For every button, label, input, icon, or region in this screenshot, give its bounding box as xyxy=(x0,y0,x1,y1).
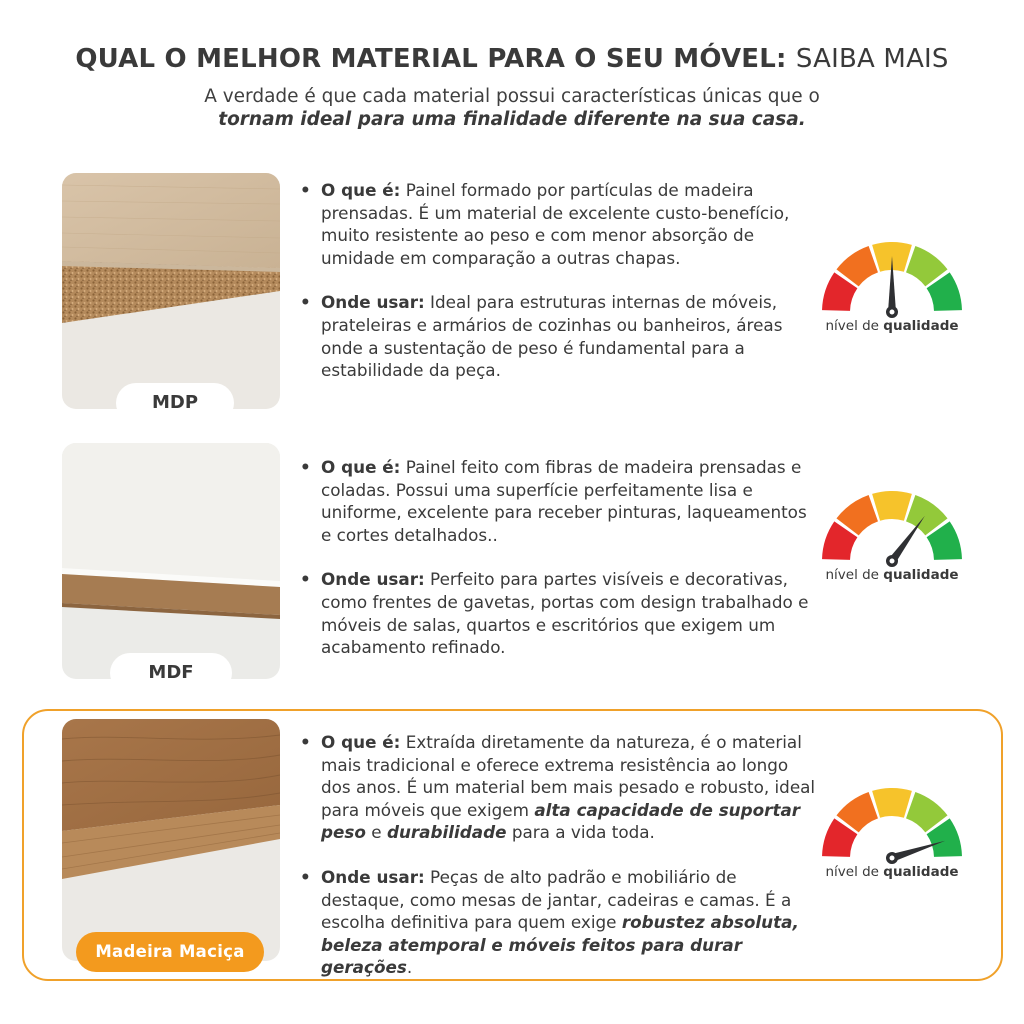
subtitle-line-1: A verdade é que cada material possui características únicas que o xyxy=(204,86,820,107)
mdf-where-bullet xyxy=(300,568,820,658)
mdf-quality-gauge xyxy=(817,489,967,599)
gauge-dial-icon xyxy=(817,786,967,864)
mdf-what-bullet xyxy=(300,456,820,546)
title-light: SAIBA MAIS xyxy=(795,44,949,74)
solid-wood-where-text: Peças de alto padrão e mobiliário de destaque, como mesas de jantar, cadeiras e camas. É a escolha definitiva para quem exige xyxy=(321,866,792,933)
mdp-where-label: Onde usar: xyxy=(321,292,425,313)
gauge-hub-center xyxy=(890,856,895,861)
gauge-caption: nível de qualidade xyxy=(825,318,959,334)
mdp-what-label: O que é: xyxy=(321,180,401,200)
mdp-label: MDP xyxy=(116,383,234,423)
mdp-where-bullet xyxy=(300,291,820,381)
gauge-dial-icon xyxy=(817,240,967,318)
solid-wood-what-text: Extraída diretamente da natureza, é o material mais tradicional e oferece extrema resistência ao longo dos anos. É um material bem mais pesado e robusto, ideal para móveis que exigem xyxy=(321,732,816,820)
mdf-where-text: Perfeito para partes visíveis e decorativas, como frentes de gavetas, portas com design trabalhado e móveis de salas, quartos e escritórios que exigem um acabamento refinado. xyxy=(321,569,809,658)
solid-wood-where-emphasis: robustez absoluta, beleza atemporal e móveis feitos para durar gerações xyxy=(321,912,799,978)
mdf-board-photo xyxy=(62,443,280,679)
subtitle-line-2: tornam ideal para uma finalidade diferente na sua casa. xyxy=(218,109,806,130)
mdp-where-text: Ideal para estruturas internas de móveis, prateleiras e armários de cozinhas ou banheiros, áreas onde a sustentação de peso é fundamental para a estabilidade da peça. xyxy=(321,292,783,381)
mdp-quality-gauge xyxy=(817,240,967,350)
mdf-label: MDF xyxy=(110,653,232,693)
title-bold: QUAL O MELHOR MATERIAL PARA O SEU MÓVEL: xyxy=(75,44,787,74)
mdf-what-text: Painel feito com fibras de madeira prensadas e coladas. Possui uma superfície perfeitamente lisa e uniforme, excelente para receber pinturas, laqueamentos e cortes detalhados.. xyxy=(321,457,807,545)
gauge-segment xyxy=(872,491,912,521)
mdp-board-photo xyxy=(62,173,280,409)
solid-wood-what-text-3: para a vida toda. xyxy=(511,822,655,843)
gauge-hub-center xyxy=(890,310,895,315)
solid-wood-label: Madeira Maciça xyxy=(76,932,264,972)
solid-wood-what-bullet xyxy=(300,731,820,844)
solid-wood-where-label: Onde usar: xyxy=(321,866,425,887)
gauge-caption: nível de qualidade xyxy=(825,864,959,880)
mdp-what-bullet xyxy=(300,179,820,269)
mdp-what-text: Painel formado por partículas de madeira prensadas. É um material de excelente custo-benefício, muito resistente ao peso e com menor absorção de umidade em comparação a outras chapas. xyxy=(321,180,790,268)
solid-wood-where-bullet xyxy=(300,866,820,979)
gauge-hub-center xyxy=(890,559,895,564)
mdf-where-label: Onde usar: xyxy=(321,569,425,590)
gauge-caption: nível de qualidade xyxy=(825,567,959,583)
solid-wood-what-emphasis: alta capacidade de suportar peso xyxy=(321,799,801,843)
mdf-what-label: O que é: xyxy=(321,457,401,477)
solid-wood-quality-gauge xyxy=(817,786,967,896)
solid-wood-board-photo xyxy=(62,719,280,961)
solid-wood-description xyxy=(300,731,820,979)
mdf-description xyxy=(300,456,820,659)
gauge-dial-icon xyxy=(817,489,967,567)
page-title xyxy=(0,44,1024,74)
solid-wood-what-emphasis-2: durabilidade xyxy=(386,822,507,843)
solid-wood-what-label: O que é: xyxy=(321,732,401,752)
solid-wood-where-text-2: . xyxy=(406,957,413,978)
mdp-description xyxy=(300,179,820,382)
solid-wood-what-text-2: e xyxy=(371,822,382,843)
gauge-segment xyxy=(872,788,912,818)
